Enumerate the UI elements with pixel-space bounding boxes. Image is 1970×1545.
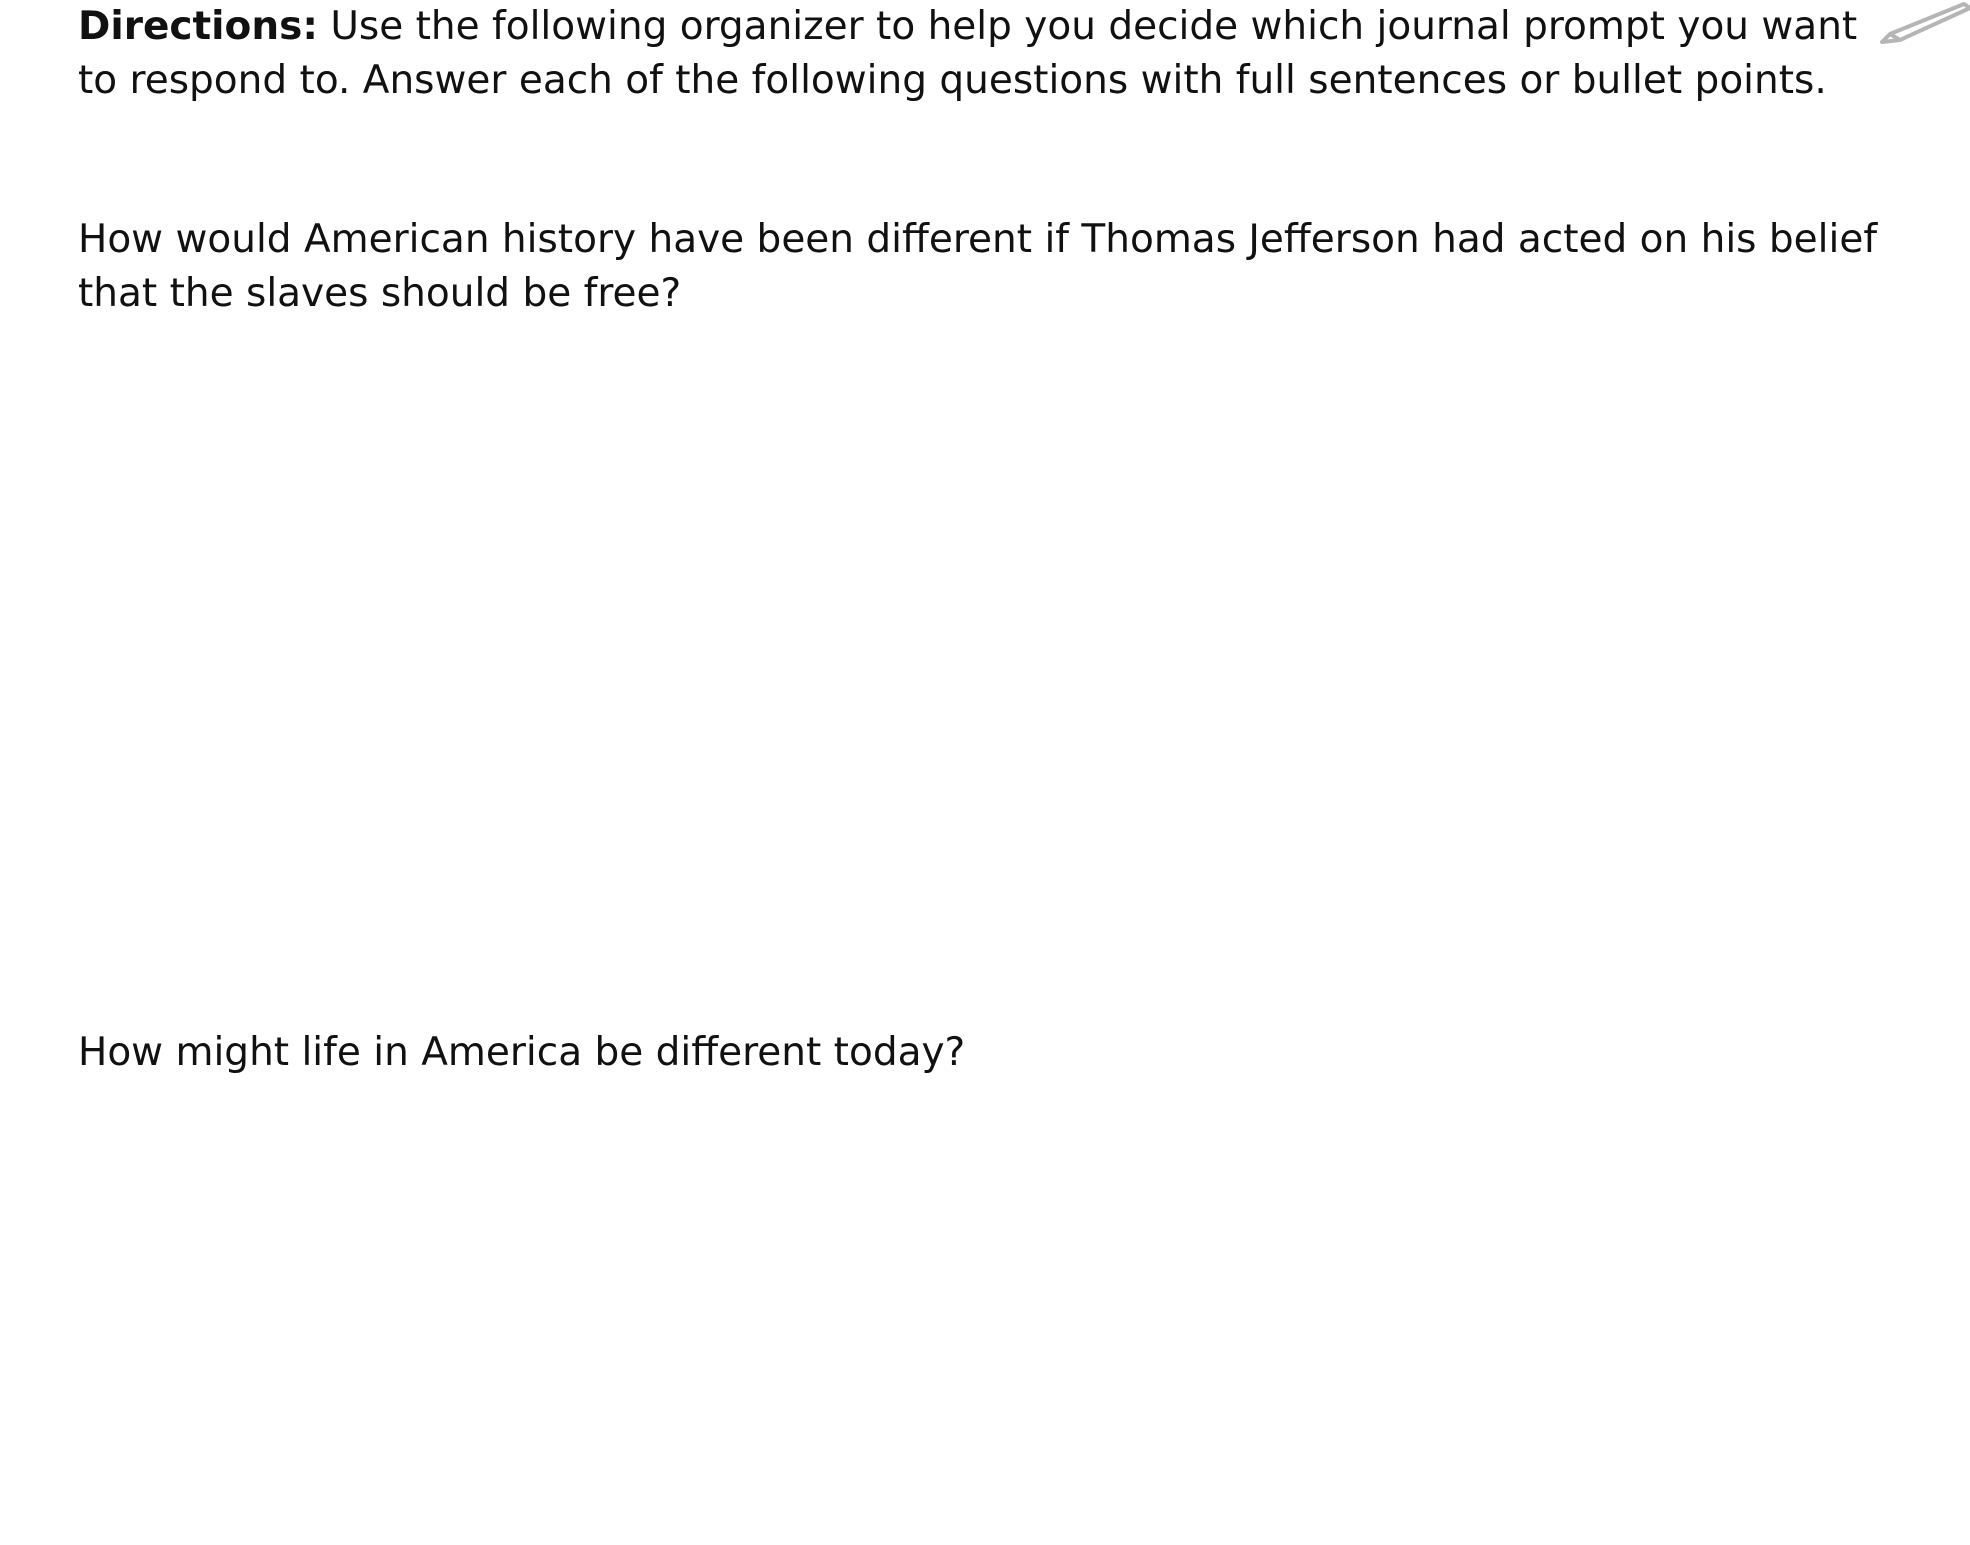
question-2-answer-area[interactable] xyxy=(78,1100,1898,1520)
directions-text xyxy=(78,0,1878,108)
directions-body: Use the following organizer to help you decide which journal prompt you want to respond to. Answer each of the following questions with full sentences or bullet points. xyxy=(78,4,1858,103)
question-1-answer-area[interactable] xyxy=(78,330,1898,990)
question-1-prompt: How would American history have been different if Thomas Jefferson had acted on his belief that the slaves should be free? xyxy=(78,217,1878,316)
question-2-prompt: How might life in America be different today? xyxy=(78,1030,966,1075)
directions-label: Directions: xyxy=(78,4,318,49)
